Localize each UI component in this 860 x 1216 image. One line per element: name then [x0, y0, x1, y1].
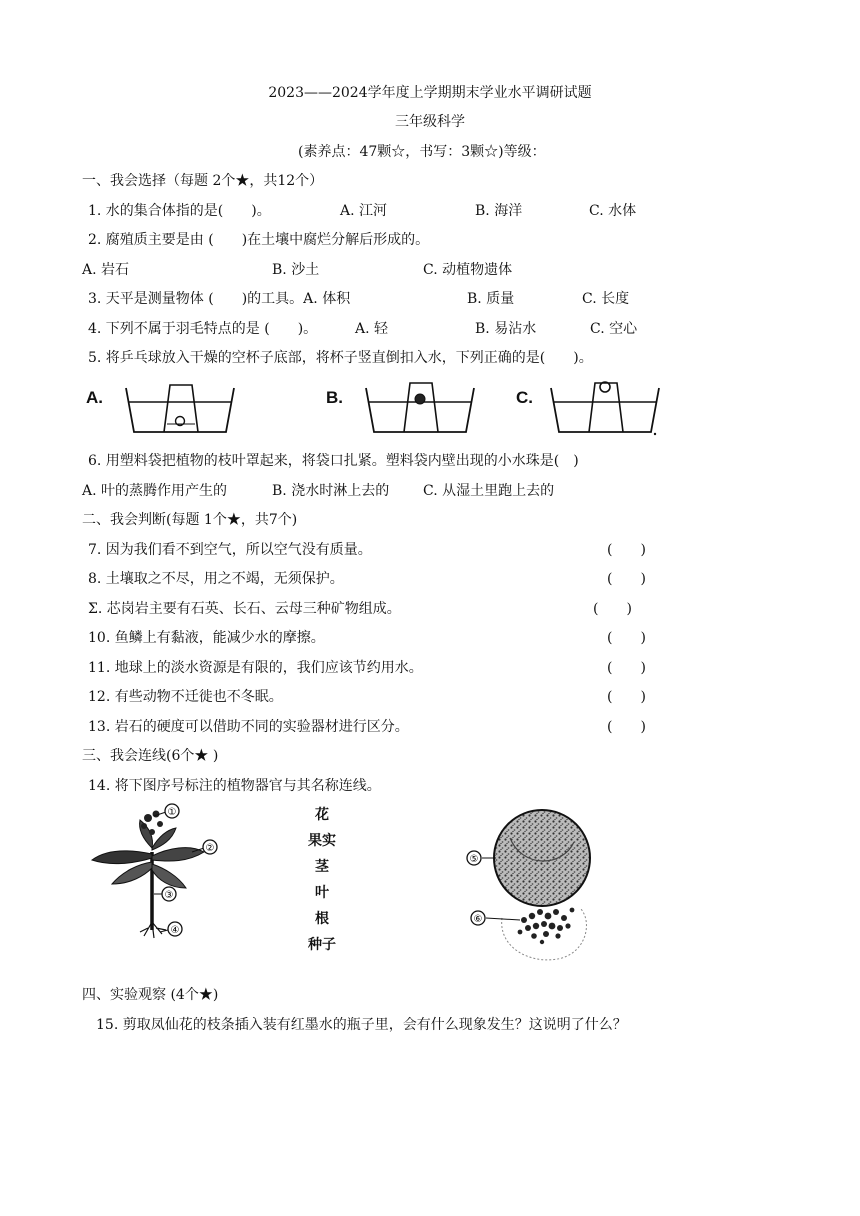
organ-name-leaf: 叶: [315, 885, 329, 901]
judge-item-9: Σ. 芯岗岩主要有石英、长石、云母三种矿物组成。: [88, 601, 401, 617]
marker-4: ④: [170, 925, 180, 936]
q3-option-b: B. 质量: [467, 291, 515, 307]
q6-option-b: B. 浇水时淋上去的: [272, 483, 390, 499]
answer-paren-11: ( ): [607, 660, 646, 676]
marker-6: ⑥: [473, 914, 483, 925]
answer-paren-13: ( ): [607, 719, 646, 735]
q5-diagram-b: [360, 380, 480, 436]
q5-label-c: C.: [516, 388, 533, 407]
judge-item-11: 11. 地球上的淡水资源是有限的，我们应该节约用水。: [88, 660, 423, 676]
exam-title: 2023——2024学年度上学期期末学业水平调研试题: [268, 85, 592, 101]
q1-option-c: C. 水体: [589, 203, 637, 219]
judge-item-13: 13. 岩石的硬度可以借助不同的实验器材进行区分。: [88, 719, 409, 735]
organ-name-fruit: 果实: [308, 833, 336, 849]
organ-name-flower: 花: [315, 807, 329, 823]
q6-stem: 6. 用塑料袋把植物的枝叶罩起来，将袋口扎紧。塑料袋内壁出现的小水珠是( ): [88, 453, 579, 469]
organ-name-root: 根: [315, 911, 329, 927]
marker-3: ③: [164, 890, 174, 901]
judge-item-10: 10. 鱼鳞上有黏液，能减少水的摩擦。: [88, 630, 325, 646]
organ-name-seed: 种子: [308, 937, 336, 953]
q2-option-c: C. 动植物遗体: [423, 262, 513, 278]
plant-illustration: [88, 802, 233, 942]
organ-name-stem: 茎: [315, 859, 329, 875]
q2-option-a: A. 岩石: [82, 262, 130, 278]
q4-option-a: A. 轻: [355, 321, 389, 337]
q6-option-c: C. 从湿土里跑上去的: [423, 483, 555, 499]
answer-paren-12: ( ): [607, 689, 646, 705]
q5-diagram-c: [545, 378, 665, 436]
judge-item-12: 12. 有些动物不迁徙也不冬眠。: [88, 689, 283, 705]
q5-label-b: B.: [326, 388, 343, 407]
q6-option-a: A. 叶的蒸腾作用产生的: [82, 483, 228, 499]
judge-item-7: 7. 因为我们看不到空气，所以空气没有质量。: [88, 542, 372, 558]
q4-stem: 4. 下列不属于羽毛特点的是 ( )。: [88, 321, 318, 337]
section1-heading: 一、我会选择（每题 2个★，共12个）: [82, 173, 324, 189]
q1-option-b: B. 海洋: [475, 203, 523, 219]
answer-paren-9: ( ): [593, 601, 632, 617]
section2-heading: 二、我会判断(每题 1个★，共7个): [82, 512, 298, 528]
exam-subtitle: 三年级科学: [395, 114, 465, 130]
q3-stem: 3. 天平是测量物体 ( )的工具。A. 体积: [88, 291, 351, 307]
marker-5: ⑤: [469, 854, 479, 865]
answer-paren-10: ( ): [607, 630, 646, 646]
q3-option-c: C. 长度: [582, 291, 630, 307]
judge-item-8: 8. 土壤取之不尽，用之不竭，无须保护。: [88, 571, 344, 587]
section3-heading: 三、我会连线(6个★ ): [82, 748, 219, 764]
score-note: (素养点：47颗☆，书写：3颗☆)等级：: [298, 144, 546, 160]
q5-label-a: A.: [86, 388, 103, 407]
q2-stem: 2. 腐殖质主要是由 ( )在土壤中腐烂分解后形成的。: [88, 232, 430, 248]
answer-paren-8: ( ): [607, 571, 646, 587]
q4-option-b: B. 易沾水: [475, 321, 537, 337]
q2-option-b: B. 沙土: [272, 262, 320, 278]
q15-stem: 15. 剪取凤仙花的枝条插入装有红墨水的瓶子里，会有什么现象发生？这说明了什么？: [96, 1017, 627, 1033]
q5-stem: 5. 将乒乓球放入干燥的空杯子底部，将杯子竖直倒扣入水，下列正确的是( )。: [88, 350, 593, 366]
section4-heading: 四、实验观察 (4个★): [82, 987, 219, 1003]
q4-option-c: C. 空心: [590, 321, 638, 337]
q14-stem: 14. 将下图序号标注的植物器官与其名称连线。: [88, 778, 381, 794]
marker-2: ②: [205, 843, 215, 854]
answer-paren-7: ( ): [607, 542, 646, 558]
q5-diagram-a: [120, 380, 240, 436]
marker-1: ①: [167, 807, 177, 818]
fruit-seed-illustration: [462, 808, 602, 968]
q1-stem: 1. 水的集合体指的是( )。: [88, 203, 271, 219]
q1-option-a: A. 江河: [340, 203, 388, 219]
